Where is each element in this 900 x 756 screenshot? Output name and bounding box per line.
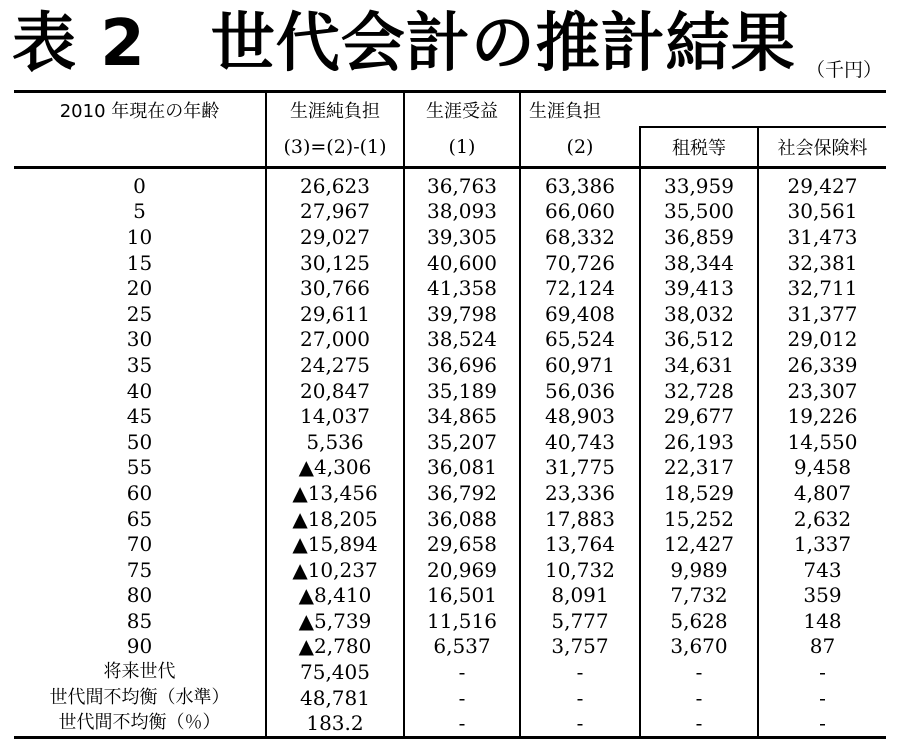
cell-burden: - bbox=[520, 659, 640, 685]
cell-tax: 38,032 bbox=[640, 301, 758, 327]
cell-social-insurance: 26,339 bbox=[758, 352, 886, 378]
cell-age: 20 bbox=[126, 276, 153, 301]
cell-tax: 18,529 bbox=[640, 480, 758, 506]
cell-burden: 5,777 bbox=[520, 608, 640, 634]
cell-social-insurance: - bbox=[758, 685, 886, 711]
cell-net-burden: ▲8,410 bbox=[266, 583, 404, 609]
cell-tax: 12,427 bbox=[640, 531, 758, 557]
cell-benefit: - bbox=[404, 659, 520, 685]
cell-social-insurance: 32,711 bbox=[758, 275, 886, 301]
table-body bbox=[14, 168, 886, 738]
cell-age: 将来世代 bbox=[103, 661, 176, 683]
cell-burden: 40,743 bbox=[520, 429, 640, 455]
cell-net-burden: ▲13,456 bbox=[266, 480, 404, 506]
generational-accounting-table bbox=[14, 90, 886, 739]
cell-net-burden: 48,781 bbox=[266, 685, 404, 711]
cell-tax: 36,512 bbox=[640, 327, 758, 353]
cell-age: 55 bbox=[126, 455, 153, 480]
cell-social-insurance: 31,473 bbox=[758, 224, 886, 250]
cell-burden: 48,903 bbox=[520, 403, 640, 429]
table-header bbox=[14, 92, 886, 168]
header-burden-index: (2) bbox=[520, 127, 640, 168]
table-row bbox=[14, 608, 886, 634]
cell-burden: 68,332 bbox=[520, 224, 640, 250]
cell-benefit: 36,696 bbox=[404, 352, 520, 378]
table-row bbox=[14, 403, 886, 429]
cell-net-burden: ▲5,739 bbox=[266, 608, 404, 634]
cell-tax: 32,728 bbox=[640, 378, 758, 404]
cell-net-burden: ▲2,780 bbox=[266, 634, 404, 660]
cell-burden: 10,732 bbox=[520, 557, 640, 583]
cell-net-burden: 30,125 bbox=[266, 250, 404, 276]
cell-benefit: 38,093 bbox=[404, 199, 520, 225]
cell-age: 0 bbox=[133, 173, 146, 198]
table-row bbox=[14, 480, 886, 506]
cell-burden: 56,036 bbox=[520, 378, 640, 404]
cell-benefit: 39,798 bbox=[404, 301, 520, 327]
cell-tax: 39,413 bbox=[640, 275, 758, 301]
cell-tax: 33,959 bbox=[640, 168, 758, 199]
cell-net-burden: 29,611 bbox=[266, 301, 404, 327]
cell-benefit: 38,524 bbox=[404, 327, 520, 353]
table-row bbox=[14, 659, 886, 685]
table-row bbox=[14, 506, 886, 532]
cell-age: 30 bbox=[126, 327, 153, 352]
cell-social-insurance: 31,377 bbox=[758, 301, 886, 327]
header-empty bbox=[14, 127, 266, 168]
cell-tax: 26,193 bbox=[640, 429, 758, 455]
table-row bbox=[14, 583, 886, 609]
cell-social-insurance: - bbox=[758, 659, 886, 685]
cell-age: 世代間不均衡（水準） bbox=[49, 686, 230, 708]
header-burden: 生涯負担 bbox=[520, 92, 640, 128]
cell-benefit: 34,865 bbox=[404, 403, 520, 429]
cell-burden: 69,408 bbox=[520, 301, 640, 327]
cell-social-insurance: 1,337 bbox=[758, 531, 886, 557]
cell-burden: - bbox=[520, 710, 640, 737]
header-row-1 bbox=[14, 92, 886, 128]
cell-tax: - bbox=[640, 710, 758, 737]
cell-age: 世代間不均衡（％） bbox=[14, 710, 266, 737]
cell-social-insurance: 743 bbox=[758, 557, 886, 583]
cell-net-burden: 26,623 bbox=[266, 168, 404, 199]
header-net-burden-formula: (3)=(2)-(1) bbox=[266, 127, 404, 168]
cell-age: 40 bbox=[126, 378, 153, 403]
table-row bbox=[14, 352, 886, 378]
table-row bbox=[14, 429, 886, 455]
cell-benefit: 41,358 bbox=[404, 275, 520, 301]
cell-benefit: 36,792 bbox=[404, 480, 520, 506]
header-benefit: 生涯受益 bbox=[404, 92, 520, 128]
header-age: 2010 年現在の年齢 bbox=[14, 92, 266, 128]
cell-tax: 29,677 bbox=[640, 403, 758, 429]
cell-burden: 70,726 bbox=[520, 250, 640, 276]
cell-age: 5 bbox=[133, 199, 146, 224]
title-row bbox=[12, 4, 892, 90]
table-row bbox=[14, 250, 886, 276]
cell-social-insurance: 23,307 bbox=[758, 378, 886, 404]
cell-age: 35 bbox=[126, 352, 153, 377]
table-row bbox=[14, 275, 886, 301]
cell-tax: 34,631 bbox=[640, 352, 758, 378]
cell-net-burden: 183.2 bbox=[266, 710, 404, 737]
cell-benefit: 35,189 bbox=[404, 378, 520, 404]
cell-social-insurance: - bbox=[758, 710, 886, 737]
unit-label: （千円） bbox=[806, 59, 883, 81]
cell-social-insurance: 30,561 bbox=[758, 199, 886, 225]
cell-tax: 38,344 bbox=[640, 250, 758, 276]
header-empty bbox=[640, 92, 758, 128]
table-row bbox=[14, 327, 886, 353]
cell-burden: 31,775 bbox=[520, 455, 640, 481]
cell-age: 90 bbox=[126, 634, 153, 659]
cell-tax: 3,670 bbox=[640, 634, 758, 660]
cell-benefit: 29,658 bbox=[404, 531, 520, 557]
table-row bbox=[14, 531, 886, 557]
cell-social-insurance: 29,012 bbox=[758, 327, 886, 353]
cell-net-burden: ▲15,894 bbox=[266, 531, 404, 557]
cell-burden: 66,060 bbox=[520, 199, 640, 225]
table-row bbox=[14, 224, 886, 250]
cell-age: 25 bbox=[126, 301, 153, 326]
cell-net-burden: ▲18,205 bbox=[266, 506, 404, 532]
cell-net-burden: 20,847 bbox=[266, 378, 404, 404]
cell-tax: 7,732 bbox=[640, 583, 758, 609]
cell-tax: - bbox=[640, 685, 758, 711]
cell-burden: 23,336 bbox=[520, 480, 640, 506]
cell-net-burden: 27,967 bbox=[266, 199, 404, 225]
cell-net-burden: 29,027 bbox=[266, 224, 404, 250]
header-benefit-index: (1) bbox=[404, 127, 520, 168]
cell-net-burden: 75,405 bbox=[266, 659, 404, 685]
cell-benefit: 35,207 bbox=[404, 429, 520, 455]
cell-benefit: 11,516 bbox=[404, 608, 520, 634]
cell-age: 75 bbox=[126, 557, 153, 582]
cell-burden: - bbox=[520, 685, 640, 711]
cell-burden: 63,386 bbox=[520, 168, 640, 199]
cell-net-burden: 30,766 bbox=[266, 275, 404, 301]
cell-age: 70 bbox=[126, 532, 153, 557]
cell-tax: 15,252 bbox=[640, 506, 758, 532]
cell-benefit: 20,969 bbox=[404, 557, 520, 583]
cell-social-insurance: 9,458 bbox=[758, 455, 886, 481]
cell-social-insurance: 19,226 bbox=[758, 403, 886, 429]
header-social-insurance: 社会保険料 bbox=[758, 127, 886, 168]
cell-net-burden: 24,275 bbox=[266, 352, 404, 378]
cell-age: 85 bbox=[126, 608, 153, 633]
cell-age: 60 bbox=[126, 480, 153, 505]
table-title: 表 2 世代会計の推計結果 bbox=[12, 7, 796, 81]
header-net-burden: 生涯純負担 bbox=[266, 92, 404, 128]
table-row bbox=[14, 301, 886, 327]
cell-net-burden: 27,000 bbox=[266, 327, 404, 353]
cell-burden: 72,124 bbox=[520, 275, 640, 301]
cell-benefit: 36,763 bbox=[404, 168, 520, 199]
cell-benefit: 36,081 bbox=[404, 455, 520, 481]
cell-benefit: - bbox=[404, 685, 520, 711]
cell-age: 45 bbox=[126, 404, 153, 429]
cell-age: 50 bbox=[126, 429, 153, 454]
cell-age: 65 bbox=[126, 506, 153, 531]
cell-net-burden: 5,536 bbox=[266, 429, 404, 455]
table-row bbox=[14, 199, 886, 225]
cell-social-insurance: 359 bbox=[758, 583, 886, 609]
cell-tax: 36,859 bbox=[640, 224, 758, 250]
header-tax: 租税等 bbox=[640, 127, 758, 168]
cell-burden: 3,757 bbox=[520, 634, 640, 660]
cell-benefit: 39,305 bbox=[404, 224, 520, 250]
cell-net-burden: 14,037 bbox=[266, 403, 404, 429]
cell-tax: 35,500 bbox=[640, 199, 758, 225]
cell-social-insurance: 29,427 bbox=[758, 168, 886, 199]
table-row bbox=[14, 634, 886, 660]
cell-tax: 9,989 bbox=[640, 557, 758, 583]
cell-social-insurance: 4,807 bbox=[758, 480, 886, 506]
table-row bbox=[14, 710, 886, 737]
cell-benefit: - bbox=[404, 710, 520, 737]
table-row bbox=[14, 557, 886, 583]
header-empty bbox=[758, 92, 886, 128]
cell-net-burden: ▲10,237 bbox=[266, 557, 404, 583]
cell-age: 15 bbox=[126, 250, 153, 275]
cell-tax: 5,628 bbox=[640, 608, 758, 634]
cell-age: 80 bbox=[126, 583, 153, 608]
cell-burden: 60,971 bbox=[520, 352, 640, 378]
cell-benefit: 6,537 bbox=[404, 634, 520, 660]
table-row bbox=[14, 685, 886, 711]
cell-tax: - bbox=[640, 659, 758, 685]
cell-benefit: 16,501 bbox=[404, 583, 520, 609]
cell-tax: 22,317 bbox=[640, 455, 758, 481]
cell-benefit: 40,600 bbox=[404, 250, 520, 276]
table-row bbox=[14, 455, 886, 481]
cell-age: 10 bbox=[126, 224, 153, 249]
cell-benefit: 36,088 bbox=[404, 506, 520, 532]
cell-social-insurance: 32,381 bbox=[758, 250, 886, 276]
cell-social-insurance: 2,632 bbox=[758, 506, 886, 532]
table-row bbox=[14, 378, 886, 404]
cell-social-insurance: 14,550 bbox=[758, 429, 886, 455]
cell-burden: 65,524 bbox=[520, 327, 640, 353]
cell-burden: 17,883 bbox=[520, 506, 640, 532]
cell-burden: 8,091 bbox=[520, 583, 640, 609]
table-row bbox=[14, 168, 886, 199]
cell-social-insurance: 148 bbox=[758, 608, 886, 634]
cell-net-burden: ▲4,306 bbox=[266, 455, 404, 481]
cell-burden: 13,764 bbox=[520, 531, 640, 557]
header-row-2 bbox=[14, 127, 886, 168]
cell-social-insurance: 87 bbox=[758, 634, 886, 660]
